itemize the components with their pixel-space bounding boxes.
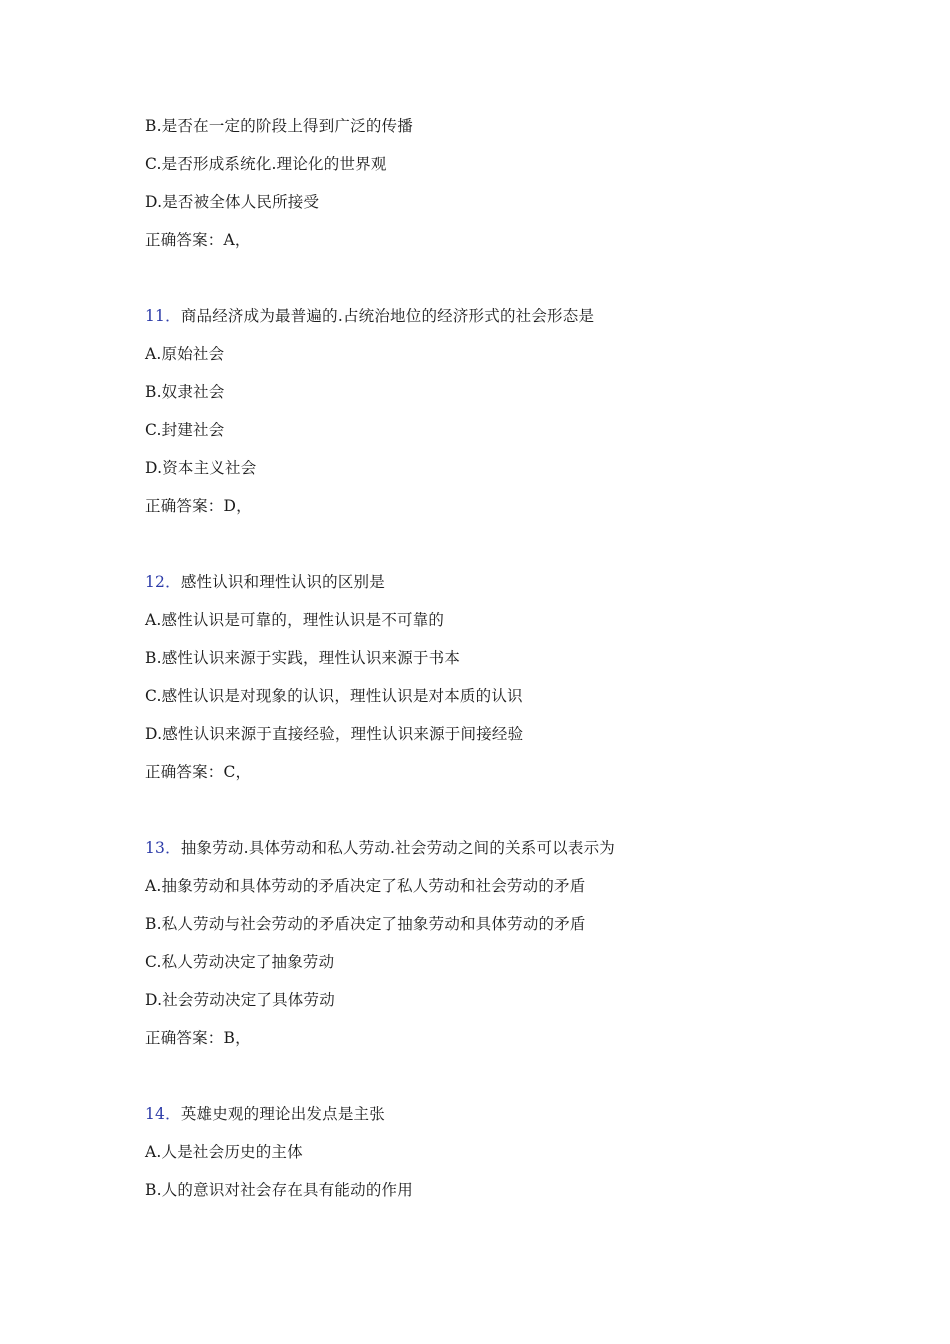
question-stem <box>145 1102 905 1140</box>
question-number: 14． <box>145 1105 181 1123</box>
option-b: B.奴隶社会 <box>145 383 225 401</box>
option-c: C.私人劳动决定了抽象劳动 <box>145 953 335 971</box>
option-c: C.感性认识是对现象的认识，理性认识是对本质的认识 <box>145 687 523 705</box>
question-11 <box>145 304 905 532</box>
option-d: D.感性认识来源于直接经验，理性认识来源于间接经验 <box>145 725 524 743</box>
question-number: 12． <box>145 573 181 591</box>
question-stem <box>145 570 905 608</box>
question-text: 感性认识和理性认识的区别是 <box>180 573 385 591</box>
option-c: C.封建社会 <box>145 421 225 439</box>
spacer <box>145 1064 905 1102</box>
option-c: C.是否形成系统化.理论化的世界观 <box>145 155 387 173</box>
option-a: A.原始社会 <box>145 345 225 363</box>
question-text: 抽象劳动.具体劳动和私人劳动.社会劳动之间的关系可以表示为 <box>180 839 615 857</box>
question-number: 11． <box>145 307 181 325</box>
option-b: B.是否在一定的阶段上得到广泛的传播 <box>145 117 413 135</box>
question-number: 13． <box>145 839 181 857</box>
option-b: B.感性认识来源于实践，理性认识来源于书本 <box>145 649 461 667</box>
option-d: D.资本主义社会 <box>145 459 257 477</box>
spacer <box>145 798 905 836</box>
question-list <box>145 114 905 1216</box>
option-d: D.社会劳动决定了具体劳动 <box>145 991 335 1009</box>
option-a: A.人是社会历史的主体 <box>145 1143 303 1161</box>
correct-answer: 正确答案：B， <box>145 1029 251 1047</box>
option-b: B.人的意识对社会存在具有能动的作用 <box>145 1181 413 1199</box>
spacer <box>145 532 905 570</box>
option-a: A.感性认识是可靠的，理性认识是不可靠的 <box>145 611 445 629</box>
question-text: 英雄史观的理论出发点是主张 <box>180 1105 385 1123</box>
correct-answer: 正确答案：D， <box>145 497 252 515</box>
question-13 <box>145 836 905 1064</box>
spacer <box>145 266 905 304</box>
question-stem <box>145 836 905 874</box>
question-10-tail <box>145 114 905 266</box>
option-a: A.抽象劳动和具体劳动的矛盾决定了私人劳动和社会劳动的矛盾 <box>145 877 586 895</box>
question-12 <box>145 570 905 798</box>
correct-answer: 正确答案：C， <box>145 763 252 781</box>
question-14 <box>145 1102 905 1216</box>
question-stem <box>145 304 905 342</box>
question-text: 商品经济成为最普遍的.占统治地位的经济形式的社会形态是 <box>180 307 595 325</box>
correct-answer: 正确答案：A， <box>145 231 251 249</box>
option-b: B.私人劳动与社会劳动的矛盾决定了抽象劳动和具体劳动的矛盾 <box>145 915 586 933</box>
option-d: D.是否被全体人民所接受 <box>145 193 320 211</box>
